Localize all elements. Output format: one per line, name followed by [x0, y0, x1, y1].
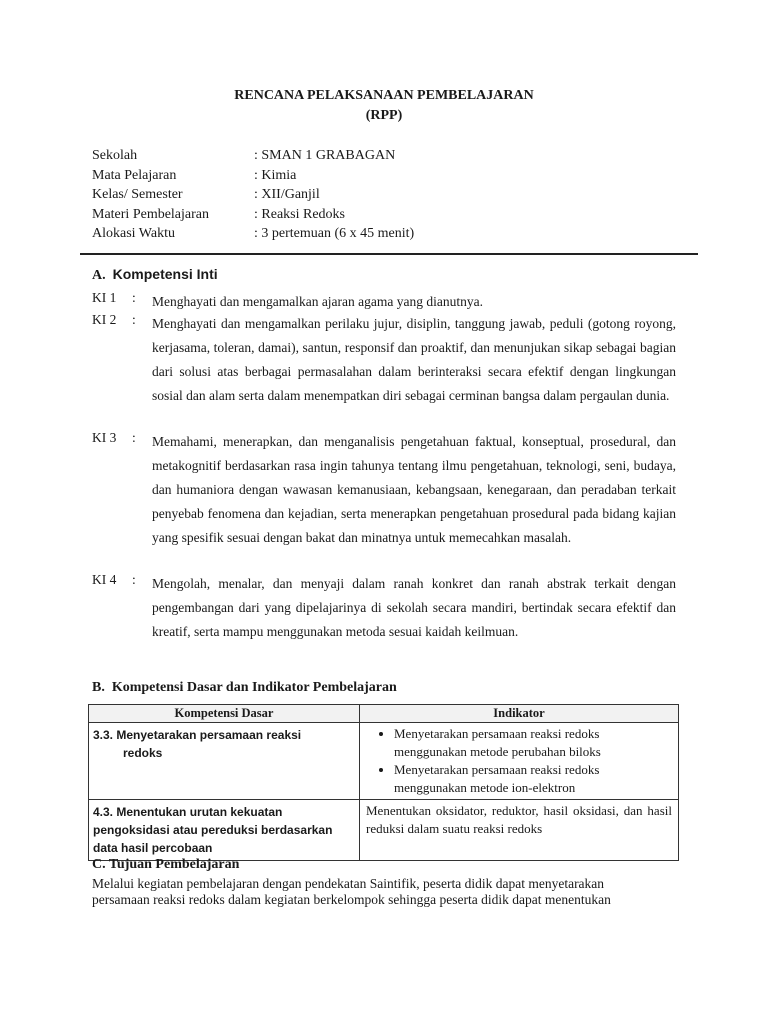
table-header-row	[89, 705, 679, 723]
table-row	[89, 800, 679, 861]
divider-line	[80, 253, 698, 255]
identity-value: : Kimia	[254, 167, 297, 183]
ki-label: KI 2	[92, 312, 117, 327]
indicator-cell: Menentukan oksidator, reduktor, hasil oksidasi, dan hasil reduksi dalam suatu reaksi redoks	[360, 800, 679, 861]
kd-number: 3.3.	[93, 728, 114, 742]
section-a-heading	[92, 266, 218, 284]
identity-label: Materi Pembelajaran	[92, 206, 210, 222]
ki-label: KI 4	[92, 572, 117, 587]
kd-indicator-table	[88, 704, 679, 861]
identity-value: : Reaksi Redoks	[254, 206, 345, 222]
column-header-indicator: Indikator	[360, 705, 679, 723]
document-subtitle: (RPP)	[365, 108, 403, 123]
ki-text: Menghayati dan mengamalkan ajaran agama yang dianutnya.	[152, 294, 483, 309]
kd-cell	[89, 723, 360, 800]
ki-text: Memahami, menerapkan, dan menganalisis pengetahuan faktual, konseptual, prosedural, dan metakognitif berdasarkan rasa ingin tahunya tentang ilmu pengetahuan, teknologi, seni, budaya, dan humaniora dengan wawasan kemanusiaan, kebangsaan, kenegaraan, dan peradaban terkait penyebab fenomena dan kejadian, serta menerapkan pengetahuan prosedural pada bidang kajian yang spesifik sesuai dengan bakat dan minatnya untuk memecahkan masalah.	[152, 434, 676, 545]
identity-row	[92, 185, 414, 205]
identity-row	[92, 205, 414, 225]
identity-block	[92, 146, 414, 244]
identity-label: Alokasi Waktu	[92, 226, 175, 241]
identity-label: Sekolah	[92, 148, 138, 163]
section-b-title: Kompetensi Dasar dan Indikator Pembelajaran	[111, 680, 397, 695]
ki-text: Menghayati dan mengamalkan perilaku jujur, disiplin, tanggung jawab, peduli (gotong royong, kerjasama, toleran, damai), santun, responsif dan proaktif, dan menunjukan sikap sebagai bagian dari solusi atas berbagai permasalahan dalam berinteraksi secara efektif dengan lingkungan sosial dan alam serta dalam menempatkan diri sebagai cerminan bangsa dalam pergaulan dunia.	[152, 316, 676, 403]
ki-colon: :	[132, 312, 136, 327]
section-b-heading	[92, 680, 397, 696]
kd-text: Menyetarakan persamaan reaksi	[116, 728, 302, 742]
kd-cell: 4.3. Menentukan urutan kekuatan pengoksidasi atau pereduksi berdasarkan data hasil percobaan	[89, 800, 360, 861]
ki-colon: :	[132, 572, 136, 587]
identity-row	[92, 146, 414, 166]
section-a-title: Kompetensi Inti	[112, 266, 218, 282]
ki-colon: :	[132, 290, 136, 305]
indicator-cell	[360, 723, 679, 800]
indicator-item: • Menyetarakan persamaan reaksi redoks menggunakan metode ion-elektron	[394, 761, 672, 797]
identity-label: Kelas/ Semester	[92, 187, 183, 202]
column-header-kd: Kompetensi Dasar	[89, 705, 360, 723]
ki-label: KI 3	[92, 430, 117, 445]
identity-value: : XII/Ganjil	[254, 187, 320, 202]
ki-text: Mengolah, menalar, dan menyaji dalam ranah konkret dan ranah abstrak terkait dengan pengembangan dari yang dipelajarinya di sekolah secara mandiri, bertindak secara efektif dan kreatif, serta mampu menggunakan metoda sesuai kaidah keilmuan.	[152, 576, 676, 639]
kd-text-continued: redoks	[123, 746, 163, 760]
indicator-list	[366, 725, 672, 797]
table-row	[89, 723, 679, 800]
indicator-item: • Menyetarakan persamaan reaksi redoks menggunakan metode perubahan biloks	[394, 725, 672, 761]
identity-value: : 3 pertemuan (6 x 45 menit)	[254, 226, 415, 241]
section-c-paragraph: Melalui kegiatan pembelajaran dengan pendekatan Saintifik, peserta didik dapat menyetarakan persamaan reaksi redoks dalam kegiatan berkelompok sehingga peserta didik dapat menentukan	[92, 876, 611, 907]
ki-colon: :	[132, 430, 136, 445]
identity-label: Mata Pelajaran	[92, 167, 177, 183]
identity-row	[92, 166, 414, 186]
section-a-letter: A.	[92, 268, 106, 283]
identity-row	[92, 224, 414, 244]
identity-value: : SMAN 1 GRABAGAN	[254, 148, 396, 163]
ki-label: KI 1	[92, 290, 117, 305]
document-title: RENCANA PELAKSANAAN PEMBELAJARAN	[234, 88, 534, 103]
section-c-heading: C. Tujuan Pembelajaran	[92, 857, 240, 872]
section-b-letter: B.	[92, 680, 105, 695]
